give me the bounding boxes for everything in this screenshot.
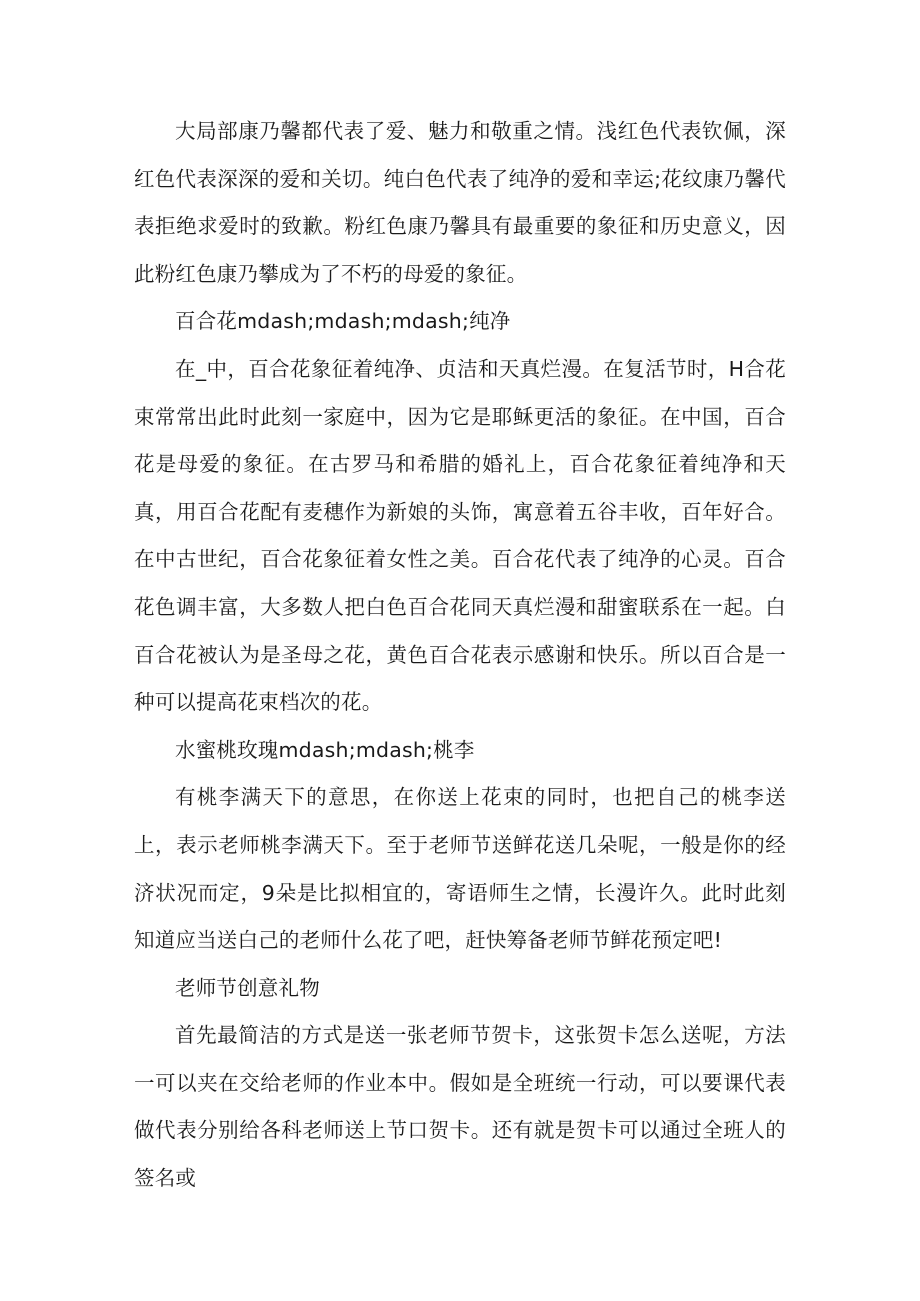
paragraph-peach-rose-meaning: 有桃李满天下的意思，在你送上花束的同时，也把自己的桃李送上，表示老师桃李满天下。至于老师节送鲜花送几朵呢，一般是你的经济状况而定，9朵是比拟相宜的，寄语师生之情，长漫许久。此时此刻知道应当送白己的老师什么花了吧，赶快筹备老师节鲜花预定吧! [134, 785, 786, 953]
paragraph-carnation-meaning: 大局部康乃馨都代表了爱、魅力和敬重之情。浅红色代表钦佩，深红色代表深深的爱和关切。纯白色代表了纯净的爱和幸运;花纹康乃馨代表拒绝求爱时的致歉。粉红色康乃馨具有最重要的象征和历史意义，因此粉红色康乃攀成为了不朽的母爱的象征。 [134, 119, 786, 286]
paragraph-lily-meaning: 在_中，百合花象征着纯净、贞洁和天真烂漫。在复活节时，H合花束常常出此时此刻一家庭中，因为它是耶稣更活的象征。在中国，百合花是母爱的象征。在古罗马和希腊的婚礼上，百合花象征着纯净和天真，用百合花配有麦穗作为新娘的头饰，寓意着五谷丰收，百年好合。在中古世纪，百合花象征着女性之美。百合花代表了纯净的心灵。百合花色调丰富，大多数人把白色百合花同天真烂漫和甜蜜联系在一起。白百合花被认为是圣母之花，黄色百合花表示感谢和快乐。所以百合是一种可以提高花束档次的花。 [134, 356, 786, 715]
heading-creative-gifts: 老师节创意礼物 [175, 975, 320, 1000]
heading-lily: 百合花mdash;mdash;mdash;纯净 [175, 309, 511, 334]
paragraph-creative-gifts: 首先最简洁的方式是送一张老师节贺卡，这张贺卡怎么送呢，方法一可以夹在交给老师的作业本中。假如是全班统一行动，可以要课代表做代表分别给各科老师送上节口贺卡。还有就是贺卡可以通过全班人的签名或 [134, 1023, 786, 1191]
document-body [134, 108, 786, 1203]
heading-peach-rose: 水蜜桃玫瑰mdash;mdash;桃李 [175, 737, 475, 762]
